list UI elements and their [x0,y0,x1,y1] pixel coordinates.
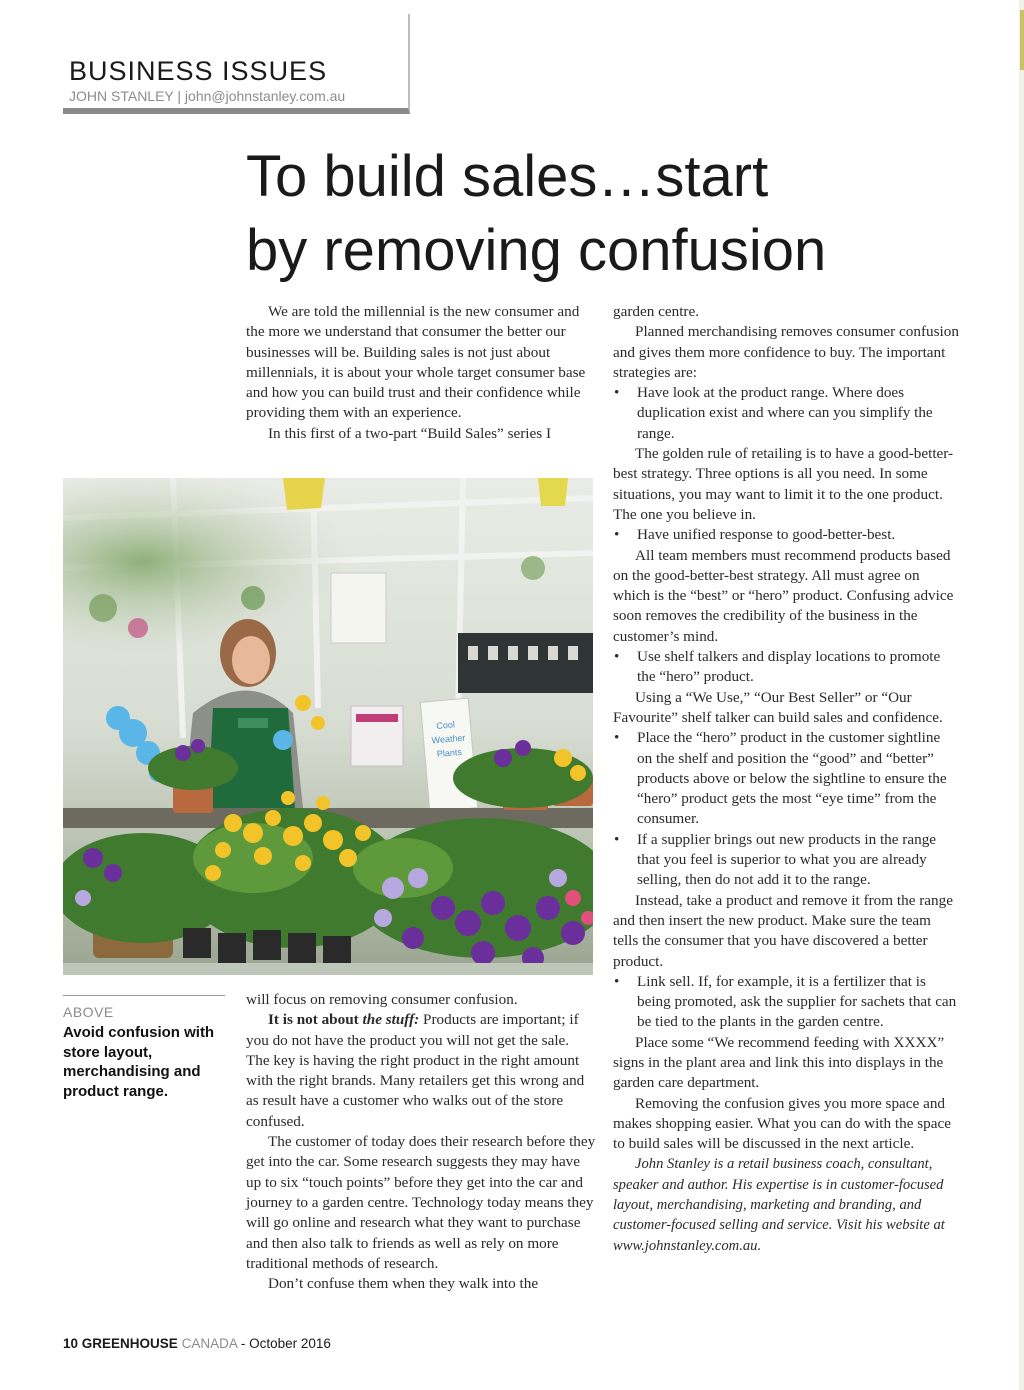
body-column-1-bottom [246,990,596,1294]
list-item: • Use shelf talkers and display locations to promote the “hero” product. [614,648,941,686]
bullet-glyph: • [614,729,620,747]
body-paragraph: In this first of a two-part “Build Sales” series I [268,424,552,442]
list-item: • If a supplier brings out new products in the range that you feel is superior to what you are already selling, then do not add it to the range. [614,830,937,889]
list-item: • Have look at the product range. Where does duplication exist and where can you simplify the range. [614,384,933,442]
strategy-list [613,525,959,545]
body-column-1-top [246,302,596,444]
body-column-2 [613,302,959,1256]
body-paragraph: It is not about the stuff: Products are important; if you do not have the product you will not get the sale. The key is having the right product in the right amount with the right brands. Many retailers get this wrong and as result have a customer who walks out of the store confused. [246,1011,585,1130]
bullet-glyph: • [614,648,620,666]
author-byline: JOHN STANLEY | john@johnstanley.com.au [69,88,346,104]
body-paragraph: Removing the confusion gives you more space and makes shopping easier. What you can do with the space to build sales will be discussed in the next article. [613,1094,951,1153]
body-paragraph: Don’t confuse them when they walk into the [268,1275,539,1293]
article-headline [246,140,946,288]
caption-label: ABOVE [63,1004,114,1020]
magazine-name: GREENHOUSE [81,1336,178,1351]
headline-line-1: To build sales…start [246,144,769,209]
bullet-glyph: • [614,830,620,848]
plant-sign-text: CoolWeatherPlants [431,719,466,760]
garden-centre-photo [63,478,593,975]
headline-line-2: by removing confusion [246,218,827,283]
strategy-list [613,972,959,1033]
body-paragraph: The golden rule of retailing is to have a good-better-best strategy. Three options is all you need. In some situations, you may want to limit it to the one product. The one you believe in. [613,445,954,523]
page-edge-mark [1020,10,1024,70]
page-number: 10 [63,1336,82,1351]
body-paragraph: All team members must recommend products based on the good-better-best strategy. All must agree on which is the “best” or “hero” product. Confusing advice soon removes the credibility of the business in the customer’s mind. [613,546,954,645]
body-paragraph: Using a “We Use,” “Our Best Seller” or “Our Favourite” shelf talker can build sales and confidence. [613,688,943,726]
bullet-glyph: • [614,384,620,402]
body-paragraph: Planned merchandising removes consumer confusion and gives them more confidence to buy. The important strategies are: [613,323,959,381]
section-title: BUSINESS ISSUES [69,56,328,86]
body-paragraph: Place some “We recommend feeding with XXXX” signs in the plant area and link this into displays in the garden care department. [613,1033,945,1092]
bullet-glyph: • [614,526,620,544]
page-edge [1019,0,1024,1390]
subhead-italic: the stuff: [362,1011,420,1029]
issue-date: - October 2016 [237,1336,331,1351]
caption-rule [63,995,225,996]
body-paragraph: will focus on removing consumer confusion. [246,991,518,1008]
author-bio: John Stanley is a retail business coach, consultant, speaker and author. His expertise is in customer-focused layout, merchandising, marketing and branding, and customer-focused selling and service. Visit his website at www.johnstanley.com.au. [613,1156,945,1254]
list-item: • Place the “hero” product in the customer sightline on the shelf and position the “good” and “better” products above or below the sightline to ensure the “hero” product gets the most “eye time” from the consumer. [614,729,947,828]
subhead-lead: It is not about the stuff: [268,1011,420,1029]
body-paragraph: We are told the millennial is the new consumer and the more we understand that consumer the better our businesses will be. Building sales is not just about millennials, it is about your whole target consumer base and how you can build trust and their confidence while providing them with an experience. [246,303,586,422]
page-footer [63,1336,331,1351]
body-paragraph: garden centre. [613,303,700,320]
body-paragraph: Instead, take a product and remove it from the range and then insert the new product. Make sure the team tells the consumer that you have discovered a better product. [613,891,953,970]
list-item: • Link sell. If, for example, it is a fertilizer that is being promoted, ask the supplier for sachets that can be tied to the plants in the garden centre. [614,972,957,1031]
magazine-name-light: CANADA [177,1336,238,1351]
bullet-glyph: • [614,972,620,990]
photo-caption: Avoid confusion with store layout, merchandising and product range. [63,1024,215,1100]
body-paragraph: The customer of today does their research before they get into the car. Some research suggests they may have up to six “touch points” before they get into the car and journey to a garden centre. Technology today means they will go online and research what they want to purchase and then also talk to friends as well as rely on more traditional methods of research. [246,1133,596,1272]
strategy-list [613,383,959,444]
strategy-list [613,728,959,890]
list-item: • Have unified response to good-better-best. [613,525,959,545]
strategy-list [613,647,959,688]
